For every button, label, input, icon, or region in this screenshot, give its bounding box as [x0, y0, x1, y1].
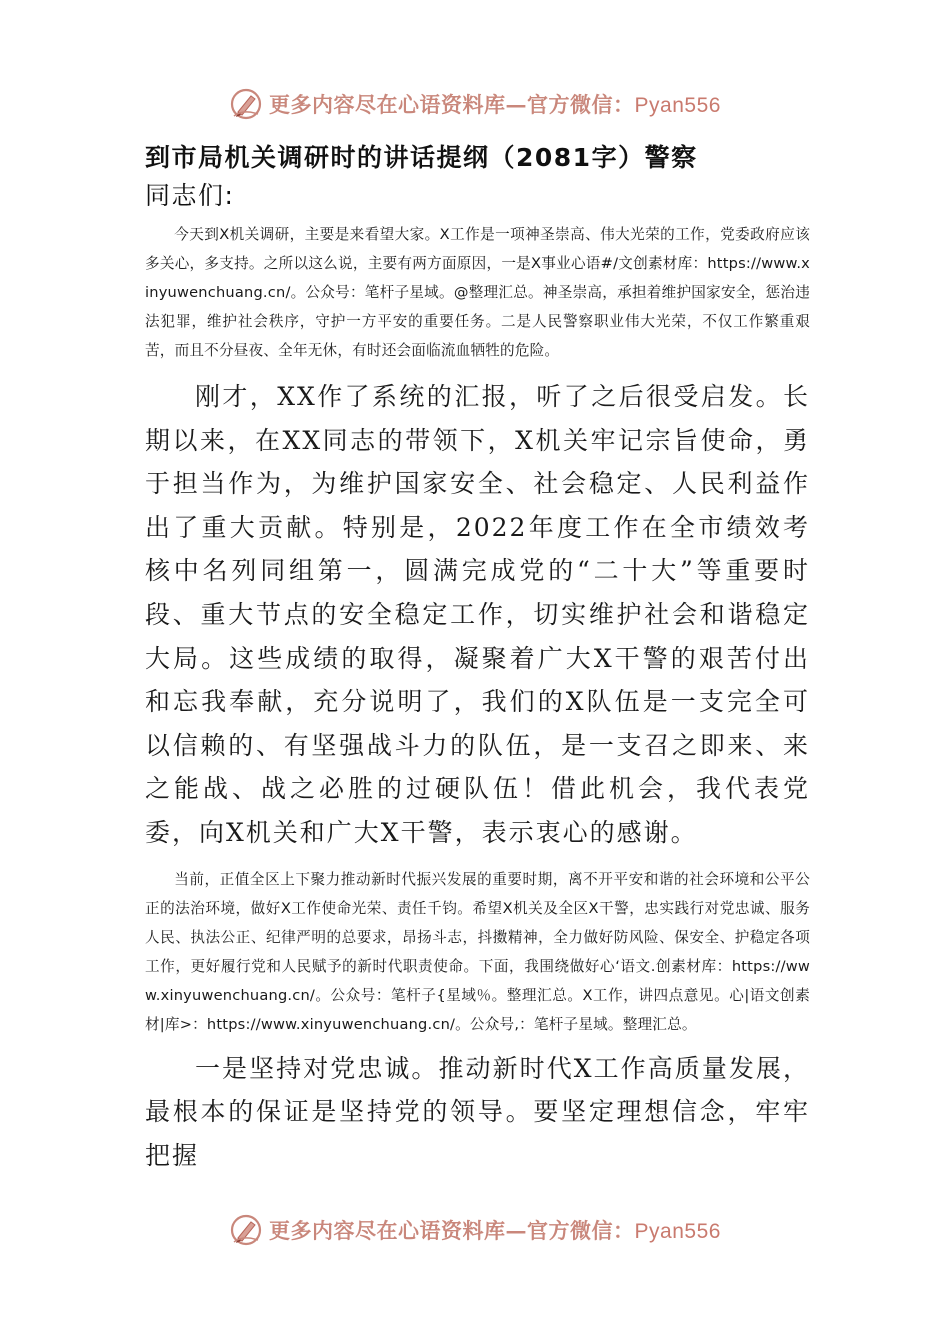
- watermark-wechat-id: Pyan556: [634, 1220, 721, 1243]
- paragraph-4: 一是坚持对党忠诚。推动新时代X工作高质量发展，最根本的保证是坚持党的领导。要坚定理想信念，牢牢把握: [145, 1053, 810, 1170]
- watermark-banner-bottom: [0, 1210, 950, 1250]
- paragraph-3: 当前，正值全区上下聚力推动新时代振兴发展的重要时期，离不开平安和谐的社会环境和公平公正的法治环境，做好X工作使命光荣、责任千钧。希望X机关及全区X干警，忠实践行对党忠诚、服务人民、执法公正、纪律严明的总要求，昂扬斗志，抖擞精神，全力做好防风险、保安全、护稳定各项工作，更好履行党和人民赋予的新时代职责使命。下面，我围绕做好心‘语文.创素材库：https://www.xinyuwenchuang.cn/。公众号：笔杆子{星域％。整理汇总。X工作，讲四点意见。心|语文创素材|库>：https://www.xinyuwenchuang.cn/。公众号,：笔杆子星域。整理汇总。: [145, 870, 810, 1033]
- watermark-text: 更多内容尽在心语资料库—官方微信：: [269, 92, 635, 117]
- watermark-wechat-id: Pyan556: [634, 94, 721, 117]
- pen-logo-icon: [229, 87, 263, 121]
- salutation: 同志们:: [145, 181, 235, 210]
- document-title: 到市局机关调研时的讲话提纲（2081字）警察: [145, 143, 698, 172]
- watermark-text: 更多内容尽在心语资料库—官方微信：: [269, 1218, 635, 1243]
- pen-logo-icon: [229, 1213, 263, 1247]
- watermark-banner-top: [0, 84, 950, 124]
- document-body: [145, 138, 810, 1177]
- paragraph-1: 今天到X机关调研，主要是来看望大家。X工作是一项神圣崇高、伟大光荣的工作，党委政府应该多关心，多支持。之所以这么说，主要有两方面原因，一是X事业心语#/文创素材库：https://www.xinyuwenchuang.cn/。公众号：笔杆子星域。@整理汇总。神圣崇高，承担着维护国家安全，惩治违法犯罪，维护社会秩序，守护一方平安的重要任务。二是人民警察职业伟大光荣，不仅工作繁重艰苦，而且不分昼夜、全年无休，有时还会面临流血牺牲的危险。: [145, 226, 810, 359]
- paragraph-2: 刚才，XX作了系统的汇报，听了之后很受启发。长期以来，在XX同志的带领下，X机关牢记宗旨使命，勇于担当作为，为维护国家安全、社会稳定、人民利益作出了重大贡献。特别是，2022年度工作在全市绩效考核中名列同组第一，圆满完成党的“二十大”等重要时段、重大节点的安全稳定工作，切实维护社会和谐稳定大局。这些成绩的取得，凝聚着广大X干警的艰苦付出和忘我奉献，充分说明了，我们的X队伍是一支完全可以信赖的、有坚强战斗力的队伍，是一支召之即来、来之能战、战之必胜的过硬队伍！借此机会，我代表党委，向X机关和广大X干警，表示衷心的感谢。: [145, 382, 810, 847]
